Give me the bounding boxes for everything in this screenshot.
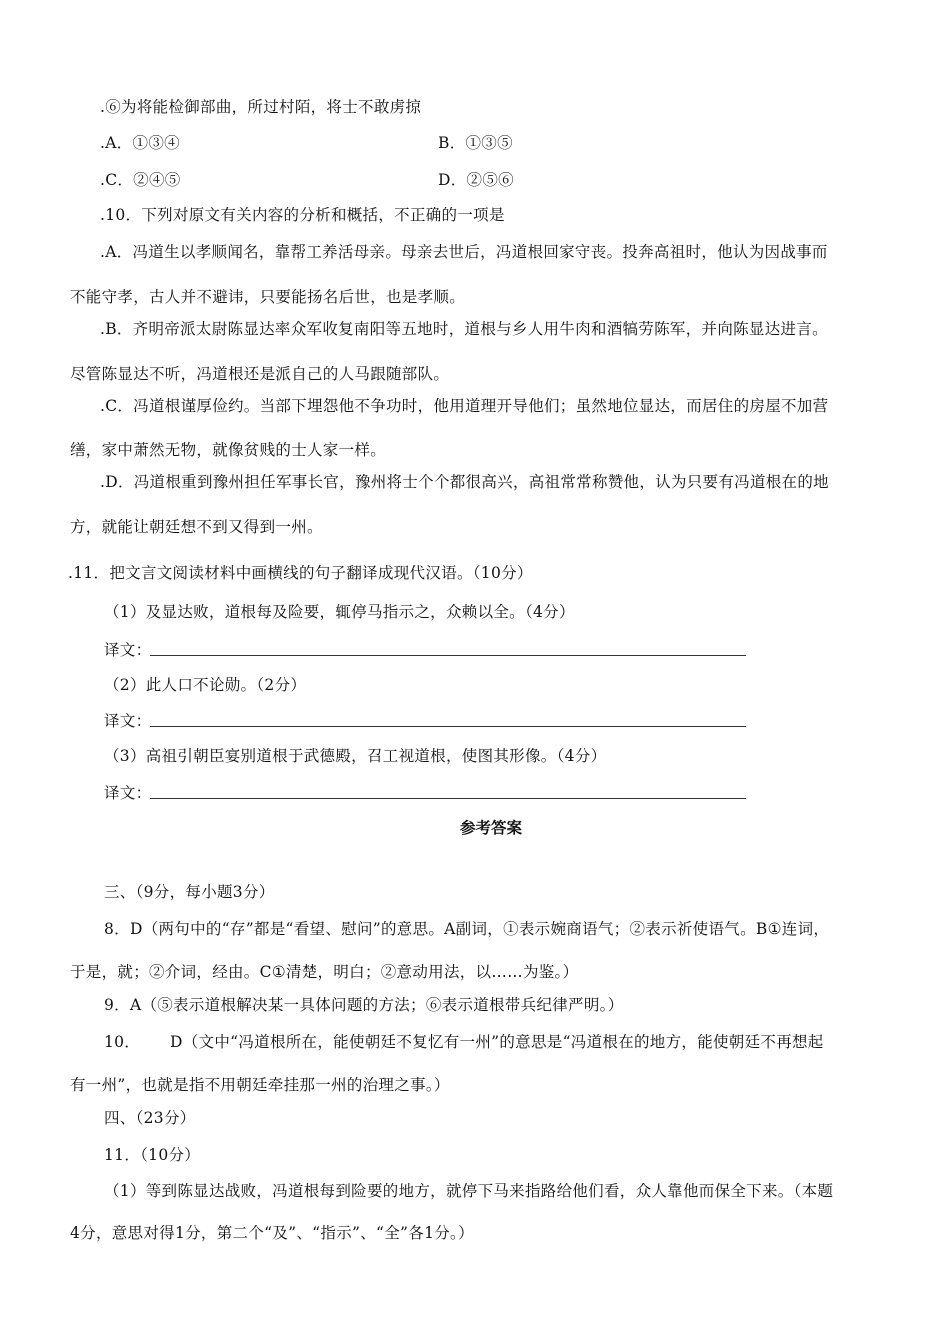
translation-answer-line-3 <box>150 798 746 799</box>
q11-item1: （1）及显达败，道根每及险要，辄停马指示之，众赖以全。（4分） <box>104 603 575 621</box>
answer-11-1-line2: 4分，意思对得1分，第二个“及”、“指示”、“全”各1分。） <box>70 1224 474 1242</box>
q10-option-b-line1: .B．齐明帝派太尉陈显达率众军收复南阳等五地时，道根与乡人用牛肉和酒犒劳陈军，并向陈显达进言。 <box>100 320 828 338</box>
answer-8-line1: 8．D（两句中的“存”都是“看望、慰问”的意思。A副词，①表示婉商语气；②表示祈使语气。B①连词， <box>104 920 830 938</box>
translation-answer-line-1 <box>150 655 746 656</box>
q11-item2: （2）此人口不论勋。（2分） <box>104 676 307 694</box>
answer-10-line2: 有一州”，也就是指不用朝廷牵挂那一州的治理之事。） <box>70 1076 450 1094</box>
answers-title: 参考答案 <box>460 819 523 837</box>
q10-option-a-line1: .A．冯道生以孝顺闻名，靠帮工养活母亲。母亲去世后，冯道根回家守丧。投奔高祖时，他认为因战事而 <box>100 243 828 261</box>
answer-8-line2: 于是，就；②介词，经由。C①清楚，明白；②意动用法，以……为鉴。） <box>70 963 579 981</box>
q10-option-b-line2: 尽管陈显达不听，冯道根还是派自己的人马跟随部队。 <box>70 365 450 383</box>
translation-label-1: 译文： <box>104 641 152 659</box>
q9-option-b: B．①③⑤ <box>438 134 513 152</box>
translation-label-2: 译文： <box>104 712 152 730</box>
q10-option-d-line1: .D．冯道根重到豫州担任军事长官，豫州将士个个都很高兴，高祖常常称赞他，认为只要有冯道根在的地 <box>100 473 829 491</box>
answers-section-3: 三、（9分，每小题3分） <box>104 883 275 901</box>
q9-option-a: .A．①③④ <box>100 134 180 152</box>
translation-answer-line-2 <box>150 726 746 727</box>
q9-option6: .⑥为将能检御部曲，所过村陌，将士不敢虏掠 <box>100 98 422 116</box>
q10-option-d-line2: 方，就能让朝廷想不到又得到一州。 <box>70 518 323 536</box>
answer-11-heading: 11．（10分） <box>104 1146 201 1164</box>
q10-option-c-line2: 缮，家中萧然无物，就像贫贱的士人家一样。 <box>70 441 387 459</box>
answer-10-number: 10． <box>104 1033 141 1051</box>
q10-option-c-line1: .C．冯道根谨厚俭约。当部下埋怨他不争功时，他用道理开导他们；虽然地位显达，而居住的房屋不加营 <box>100 397 829 415</box>
q9-option-c: .C．②④⑤ <box>100 171 181 189</box>
q9-option-d: D．②⑤⑥ <box>438 171 514 189</box>
translation-label-3: 译文： <box>104 784 152 802</box>
answer-10-line1: D（文中“冯道根所在，能使朝廷不复忆有一州”的意思是“冯道根在的地方，能使朝廷不再想起 <box>170 1033 824 1051</box>
answers-section-4: 四、（23分） <box>104 1109 196 1127</box>
answer-9: 9．A（⑤表示道根解决某一具体问题的方法；⑥表示道根带兵纪律严明。） <box>104 996 624 1014</box>
q10-stem: .10．下列对原文有关内容的分析和概括，不正确的一项是 <box>100 206 505 224</box>
q11-item3: （3）高祖引朝臣宴别道根于武德殿，召工视道根，使图其形像。（4分） <box>104 747 607 765</box>
answer-11-1-line1: （1）等到陈显达战败，冯道根每到险要的地方，就停下马来指路给他们看，众人靠他而保全下来。（本题 <box>104 1182 834 1200</box>
q10-option-a-line2: 不能守孝，古人并不避讳，只要能扬名后世，也是孝顺。 <box>70 288 466 306</box>
q11-stem: .11．把文言文阅读材料中画横线的句子翻译成现代汉语。（10分） <box>68 564 533 582</box>
